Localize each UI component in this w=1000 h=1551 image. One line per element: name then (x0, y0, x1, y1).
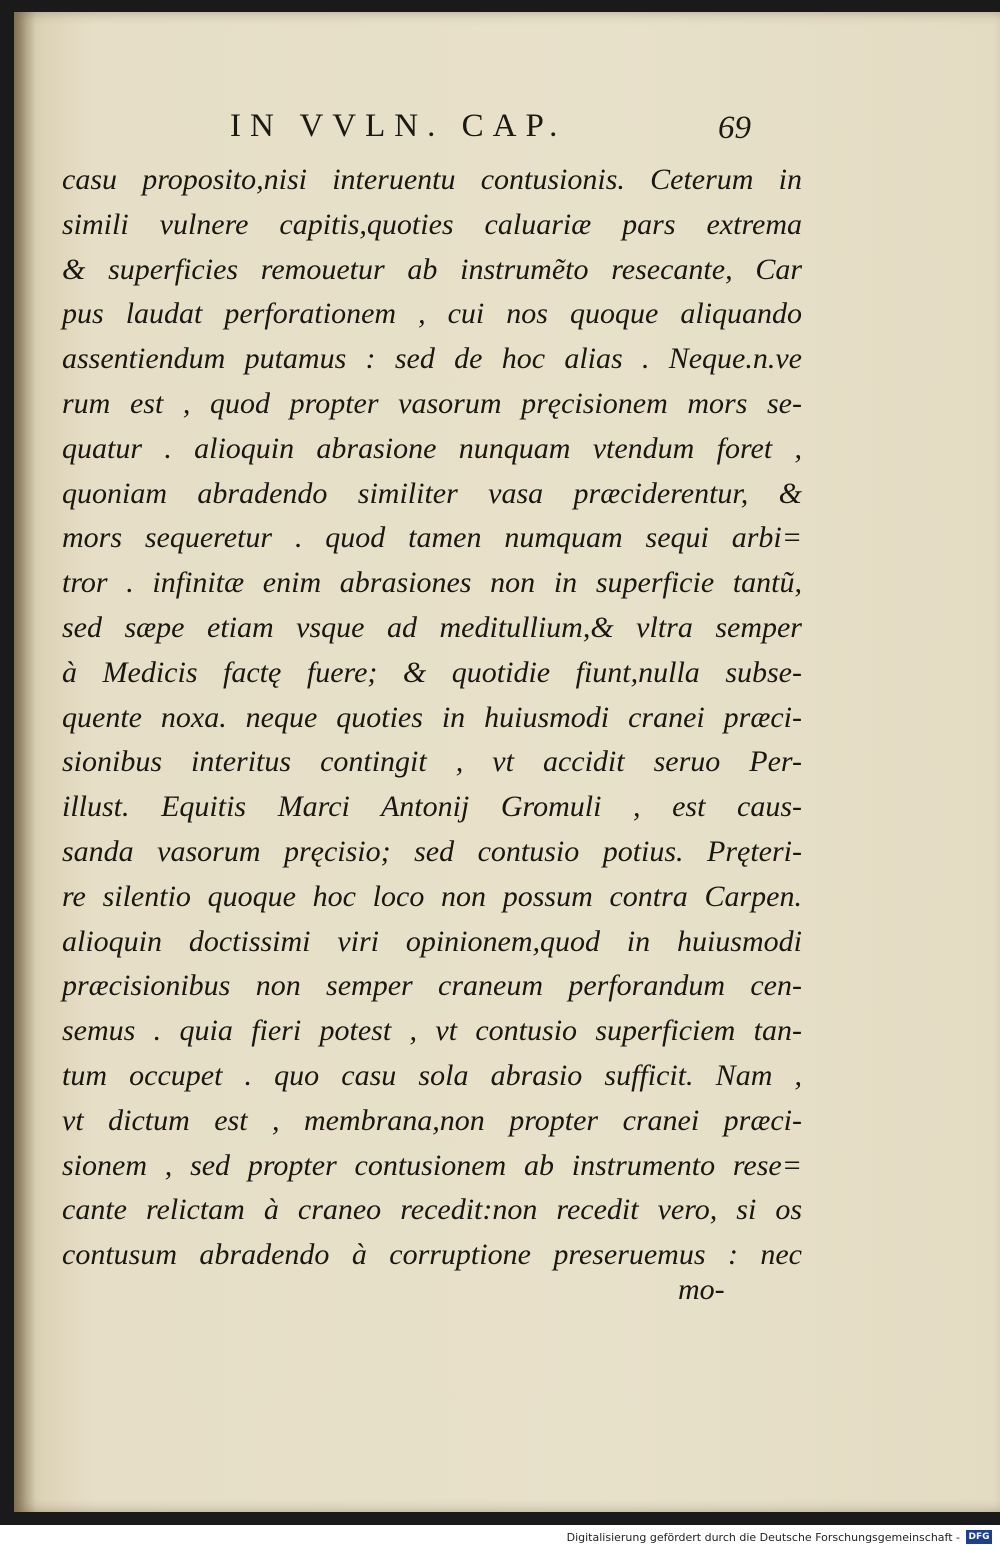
text-line: cante relictam à craneo recedit:non recedit vero, si os (62, 1193, 802, 1227)
text-line: simili vulnere capitis,quoties caluariæ pars extrema (62, 207, 802, 241)
text-line: semus . quia fieri potest , vt contusio superficiem tan- (62, 1014, 802, 1048)
text-line: assentiendum putamus : sed de hoc alias . Neque.n.ve (62, 342, 802, 376)
text-line: tum occupet . quo casu sola abrasio sufficit. Nam , (62, 1058, 802, 1092)
text-line: quoniam abradendo similiter vasa præciderentur, & (62, 476, 802, 510)
text-line: & superficies remouetur ab instrumẽto resecante, Car (62, 252, 802, 286)
text-line: sionem , sed propter contusionem ab instrumento rese= (62, 1148, 802, 1182)
funding-credit: Digitalisierung gefördert durch die Deutsche Forschungsgemeinschaft - (566, 1531, 960, 1544)
text-line: pus laudat perforationem , cui nos quoque aliquando (62, 297, 802, 331)
text-line: à Medicis factę fuere; & quotidie fiunt,nulla subse- (62, 655, 802, 689)
text-line: præcisionibus non semper craneum perforandum cen- (62, 969, 802, 1003)
text-line: rum est , quod propter vasorum pręcisionem mors se- (62, 386, 802, 420)
text-line: quatur . alioquin abrasione nunquam vtendum foret , (62, 431, 802, 465)
running-head: IN VVLN. CAP. (230, 108, 567, 144)
text-line: re silentio quoque hoc loco non possum contra Carpen. (62, 879, 802, 913)
text-line: quente noxa. neque quoties in huiusmodi cranei præci- (62, 700, 802, 734)
text-line: sanda vasorum pręcisio; sed contusio potius. Pręteri- (62, 834, 802, 868)
page-number: 69 (718, 110, 751, 146)
text-line: vt dictum est , membrana,non propter cranei præci- (62, 1103, 802, 1137)
dfg-logo: DFG (966, 1530, 992, 1544)
main-text (62, 158, 802, 1278)
text-line: contusum abradendo à corruptione preseruemus : nec (62, 1238, 802, 1272)
text-line: tror . infinitæ enim abrasiones non in superficie tantũ, (62, 566, 802, 600)
text-line: mors sequeretur . quod tamen numquam sequi arbi= (62, 521, 802, 555)
text-line: sionibus interitus contingit , vt accidit seruo Per- (62, 745, 802, 779)
gutter-shadow (14, 12, 36, 1512)
text-line: sed sæpe etiam vsque ad meditullium,& vltra semper (62, 610, 802, 644)
catchword: mo- (678, 1273, 725, 1306)
text-line: casu proposito,nisi interuentu contusionis. Ceterum in (62, 163, 802, 196)
text-line: alioquin doctissimi viri opinionem,quod in huiusmodi (62, 924, 802, 958)
text-line: illust. Equitis Marci Antonij Gromuli , est caus- (62, 790, 802, 824)
